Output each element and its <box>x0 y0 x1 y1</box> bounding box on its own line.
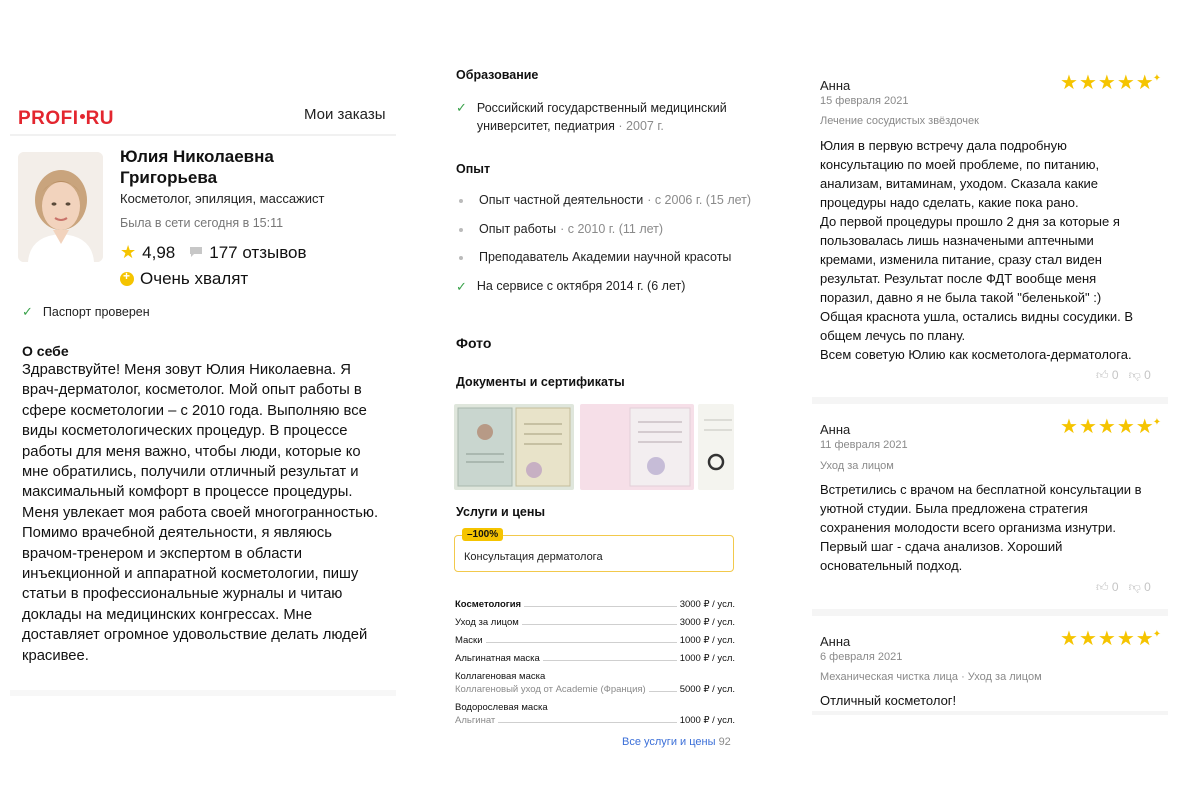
star-icon: ★ <box>1135 628 1154 650</box>
star-icon: ★ <box>1060 416 1078 438</box>
review-category: Уход за лицом <box>820 460 894 472</box>
review-votes <box>1096 580 1151 595</box>
review-line: общем лечусь по плану. <box>820 328 966 343</box>
comment-icon <box>189 243 203 263</box>
experience-label: На сервисе с октября 2014 г. (6 лет) <box>476 279 686 293</box>
experience-label: Опыт частной деятельности <box>479 193 644 207</box>
review-date: 6 февраля 2021 <box>820 651 903 663</box>
price-row[interactable] <box>455 599 735 610</box>
service-price: 1000 ₽ / усл. <box>679 635 735 646</box>
service-price: 3000 ₽ / усл. <box>679 617 735 628</box>
star-icon: ★ <box>1078 72 1097 94</box>
certificate-thumbnail[interactable] <box>580 404 694 490</box>
section-divider <box>10 690 396 696</box>
review-author: Анна <box>820 422 851 437</box>
review-text <box>820 691 1160 710</box>
star-icon: ★ <box>1078 628 1097 650</box>
about-text: Здравствуйте! Меня зовут Юлия Николаевна. Я врач-дерматолог, косметолог. Мой опыт работы в сфере косметологии – с 2010 года. Выполняю все виды косметологических процедур. В процессе работы для меня важно, чтобы люди, которые ко мне обратились, получили отличный результат и максимальный комфорт в процессе процедуры. Меня увлекает моя работа своей многогранностью. Помимо врачебной деятельности, я являюсь врачом-тренером и экспертом в области инъекционной и аппаратной косметологии, пишу статьи в профессиональные журналы и читаю доклады на медицинских конгрессах. Мне доставляет огромное удовольствие делать людей красивее. <box>22 362 379 664</box>
all-services-link[interactable] <box>622 736 731 748</box>
bullet-icon <box>459 256 463 260</box>
logo[interactable]: PROFI RU <box>18 108 115 129</box>
service-label: Маски <box>455 635 483 646</box>
review-line: До первой процедуры прошло 2 дня за которые я <box>820 214 1120 229</box>
review-author: Анна <box>820 634 851 649</box>
review-category: Лечение сосудистых звёздочек <box>820 115 979 127</box>
praise-icon <box>120 272 134 286</box>
experience-label: Преподаватель Академии научной красоты <box>479 250 732 264</box>
online-status: Была в сети сегодня в 15:11 <box>120 216 284 230</box>
review-line: Встретились с врачом на бесплатной консультации в <box>820 482 1142 497</box>
review-line: результат. Результат после ФДТ вообще меня <box>820 271 1097 286</box>
star-icon: ★ <box>1078 416 1097 438</box>
service-price: 1000 ₽ / усл. <box>679 715 735 726</box>
review-stars <box>1060 417 1161 437</box>
documents-title: Документы и сертификаты <box>456 375 625 389</box>
star-icon: ★ <box>1097 416 1116 438</box>
service-label-text: Водорослевая маска <box>455 702 548 713</box>
service-label: Косметология <box>455 599 522 610</box>
price-row[interactable] <box>455 617 735 628</box>
service-price: 3000 ₽ / усл. <box>679 599 735 610</box>
sparkle-icon: ✦ <box>1152 73 1162 84</box>
reviews-count-link[interactable]: 177 отзывов <box>209 242 307 262</box>
review-line: процедуры надо сделать, какие пока рано. <box>820 195 1079 210</box>
star-icon: ★ <box>1097 628 1116 650</box>
thumbs-down-icon: 👎︎ <box>1128 368 1141 382</box>
review-line: анализам, витаминам, уходом. Сказала какие <box>820 176 1099 191</box>
rating-row <box>120 242 307 263</box>
my-orders-link[interactable]: Мои заказы <box>304 106 386 123</box>
education-text <box>477 99 756 135</box>
review-line: консультацию по моей проблеме, по питанию, <box>820 157 1100 172</box>
review-divider <box>812 711 1168 715</box>
thumbs-up-icon: 👍︎ <box>1096 580 1109 594</box>
like-button[interactable]: 👍︎ 0 <box>1096 580 1119 594</box>
thumbs-down-icon: 👎︎ <box>1128 580 1141 594</box>
review-line: пользовалась лишь назначеными аптечными <box>820 233 1094 248</box>
all-services-label: Все услуги и цены <box>622 736 716 748</box>
star-icon: ★ <box>1116 628 1135 650</box>
service-sub-label: Коллагеновый уход от Academie (Франция) <box>455 684 646 695</box>
passport-verified <box>22 304 150 320</box>
like-button[interactable]: 👍︎ 0 <box>1096 368 1119 382</box>
profile-profession: Косметолог, эпиляция, массажист <box>120 191 325 206</box>
review-line: Юлия в первую встречу дала подробную <box>820 138 1067 153</box>
experience-title: Опыт <box>456 162 491 176</box>
bullet-icon <box>459 228 463 232</box>
review-line: Первый шаг - сдача анализов. Хороший <box>820 539 1063 554</box>
service-label: Уход за лицом <box>455 617 519 628</box>
star-icon: ★ <box>1116 72 1135 94</box>
review-text <box>820 136 1160 364</box>
bullet-icon <box>459 199 463 203</box>
education-year: · 2007 г. <box>618 119 664 133</box>
review-votes <box>1096 368 1151 383</box>
thumbs-up-icon: 👍︎ <box>1096 368 1109 382</box>
check-icon: ✓ <box>456 100 467 115</box>
star-icon: ★ <box>1060 72 1078 94</box>
review-stars <box>1060 73 1161 93</box>
rating-value: 4,98 <box>142 242 176 262</box>
review-category: Механическая чистка лица · Уход за лицом <box>820 671 1042 683</box>
experience-item <box>456 250 731 264</box>
experience-note: · с 2006 г. (15 лет) <box>647 193 752 207</box>
review-line: Общая краснота ушла, остались видны сосудики. В <box>820 309 1134 324</box>
all-services-count: 92 <box>718 736 731 748</box>
university-name: Российский государственный медицинский университет, педиатрия <box>476 101 727 133</box>
service-price: 1000 ₽ / усл. <box>679 653 735 664</box>
review-stars <box>1060 629 1161 649</box>
service-label[interactable] <box>455 702 735 713</box>
sparkle-icon: ✦ <box>1152 629 1162 640</box>
promo-service-label[interactable]: Консультация дерматолога <box>464 551 603 563</box>
service-price: 5000 ₽ / усл. <box>679 684 735 695</box>
star-icon: ★ <box>120 242 137 262</box>
experience-item <box>456 193 751 207</box>
service-label[interactable] <box>455 671 735 682</box>
experience-item <box>456 279 685 295</box>
experience-item <box>456 222 663 236</box>
passport-label: Паспорт проверен <box>42 305 150 319</box>
certificate-thumbnail[interactable] <box>698 404 734 490</box>
check-icon: ✓ <box>456 279 467 294</box>
price-row[interactable] <box>455 715 735 726</box>
check-icon: ✓ <box>22 304 33 319</box>
about-title: О себе <box>22 343 69 359</box>
review-divider <box>812 397 1168 404</box>
price-row[interactable] <box>455 635 735 646</box>
review-line: Всем советую Юлию как косметолога-дерматолога. <box>820 347 1132 362</box>
service-label: Альгинатная маска <box>455 653 540 664</box>
diploma-thumbnail[interactable] <box>454 404 574 490</box>
star-icon: ★ <box>1135 416 1154 438</box>
star-icon: ★ <box>1097 72 1116 94</box>
profile-name: Юлия Николаевна Григорьева <box>120 147 274 187</box>
experience-label: Опыт работы <box>479 222 557 236</box>
review-line: уютной студии. Была предложена стратегия <box>820 501 1088 516</box>
price-row[interactable] <box>455 653 735 664</box>
review-text <box>820 480 1160 575</box>
review-line: сохранения молодости всего организма изнутри. <box>820 520 1116 535</box>
avatar <box>18 152 103 262</box>
review-author: Анна <box>820 78 851 93</box>
photo-title: Фото <box>456 335 492 351</box>
star-icon: ★ <box>1116 416 1135 438</box>
star-icon: ★ <box>1060 628 1078 650</box>
review-line: основательный подход. <box>820 558 963 573</box>
praise-label: Очень хвалят <box>140 269 249 288</box>
dislike-button[interactable]: 👎︎ 0 <box>1128 580 1151 594</box>
review-line: кремами, изменила питание, сразу стал виден <box>820 252 1102 267</box>
review-date: 11 февраля 2021 <box>820 439 908 451</box>
review-line: поразил, давно я не была такой "беленькой" :) <box>820 290 1102 305</box>
experience-note: · с 2010 г. (11 лет) <box>560 222 664 236</box>
review-line: Отличный косметолог! <box>820 693 957 708</box>
header-divider <box>10 134 396 136</box>
review-date: 15 февраля 2021 <box>820 95 909 107</box>
star-icon: ★ <box>1135 72 1154 94</box>
discount-badge: –100% <box>462 528 503 541</box>
education-title: Образование <box>456 68 539 82</box>
price-row[interactable] <box>455 684 735 695</box>
sparkle-icon: ✦ <box>1152 417 1162 428</box>
review-divider <box>812 609 1168 616</box>
services-title: Услуги и цены <box>456 505 546 519</box>
education-item <box>456 99 756 135</box>
praise-badge <box>120 269 248 289</box>
service-label-text: Коллагеновая маска <box>455 671 546 682</box>
dislike-button[interactable]: 👎︎ 0 <box>1128 368 1151 382</box>
service-sub-label: Альгинат <box>455 715 496 726</box>
